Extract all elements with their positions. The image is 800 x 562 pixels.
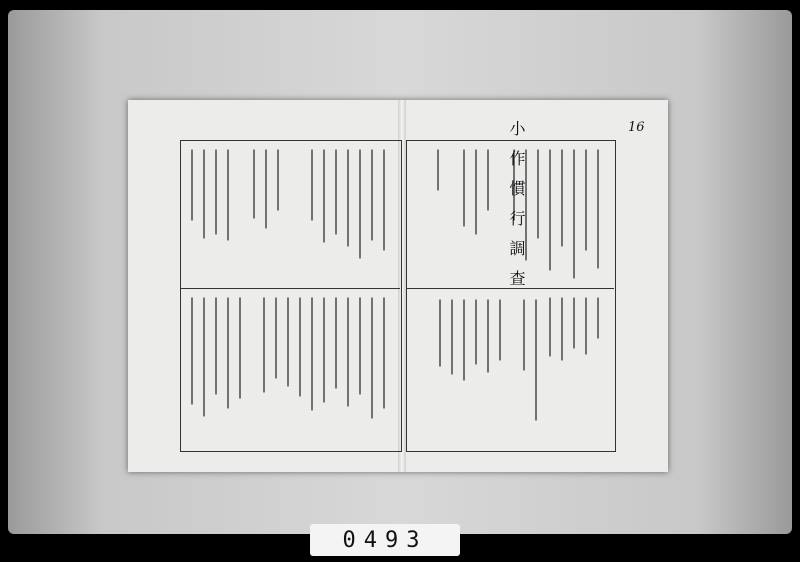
handwriting-block-right-bottom <box>418 294 608 444</box>
handwriting-block-left-top <box>188 146 393 284</box>
handwriting-block-left-bottom <box>188 294 393 444</box>
document-page <box>128 100 668 472</box>
document-title: 小作慣行調查 <box>507 120 526 300</box>
left-table-divider <box>180 288 400 289</box>
page-number: 16 <box>628 120 645 135</box>
frame-counter: 0493 <box>310 524 460 556</box>
